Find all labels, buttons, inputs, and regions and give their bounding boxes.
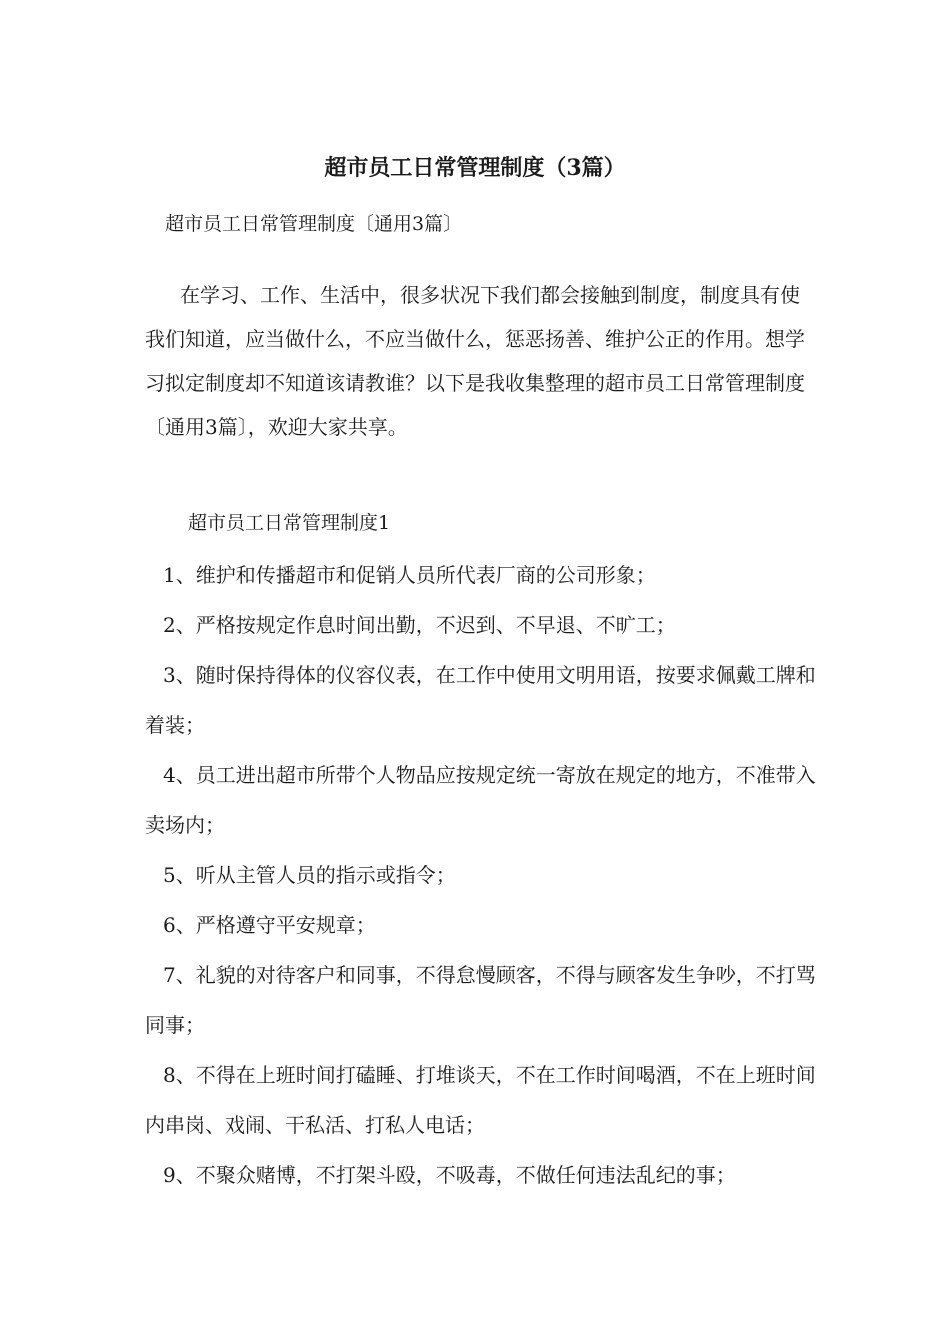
rule-item: 6、严格遵守平安规章； — [163, 913, 376, 937]
intro-paragraph: 在学习、工作、生活中，很多状况下我们都会接触到制度，制度具有使我们知道，应当做什么，不应当做什么，惩恶扬善、维护公正的作用。想学习拟定制度却不知道该请教谁？以下是我收集整理的超市员工日常管理制度〔通用3篇〕，欢迎大家共享。 — [145, 283, 805, 439]
document-subtitle: 超市员工日常管理制度〔通用3篇〕 — [165, 213, 463, 235]
rule-item: 8、不得在上班时间打磕睡、打堆谈天，不在工作时间喝酒，不在上班时间内串岗、戏闹、干私活、打私人电话； — [145, 1063, 816, 1137]
rule-item: 1、维护和传播超市和促销人员所代表厂商的公司形象； — [163, 563, 656, 587]
rule-item: 3、随时保持得体的仪容仪表，在工作中使用文明用语，按要求佩戴工牌和着装； — [145, 663, 816, 737]
rule-item: 4、员工进出超市所带个人物品应按规定统一寄放在规定的地方，不准带入卖场内； — [145, 763, 816, 837]
document-title: 超市员工日常管理制度（3篇） — [324, 155, 626, 181]
rule-item: 9、不聚众赌博，不打架斗殴，不吸毒，不做任何违法乱纪的事； — [163, 1163, 736, 1187]
section-heading: 超市员工日常管理制度1 — [188, 512, 391, 534]
rule-item: 2、严格按规定作息时间出勤，不迟到、不早退、不旷工； — [163, 613, 676, 637]
rule-item: 7、礼貌的对待客户和同事，不得怠慢顾客，不得与顾客发生争吵，不打骂同事； — [145, 963, 816, 1037]
rules-list — [145, 550, 825, 1200]
rule-item: 5、听从主管人员的指示或指令； — [163, 863, 456, 887]
